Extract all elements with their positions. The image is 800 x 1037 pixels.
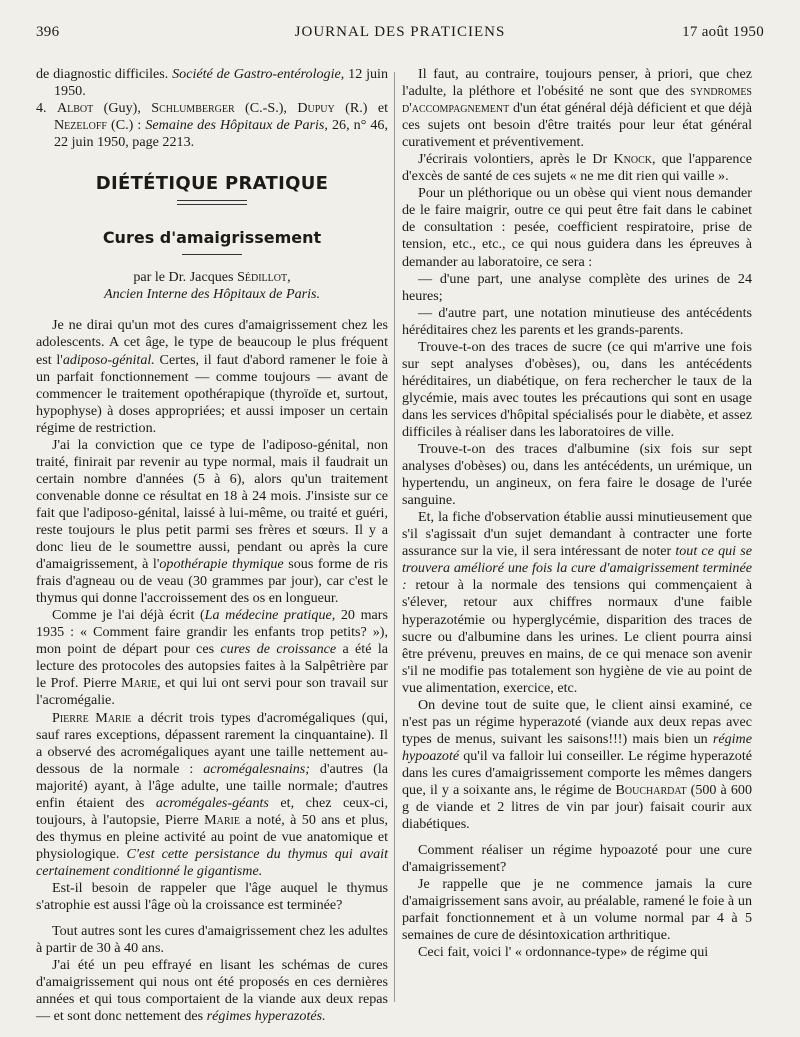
paragraph: Et, la fiche d'observation établie aussi minutieusement que s'il s'agissait d'un sujet demandant à contracter une forte assurance sur la vie, il sera intéressant de noter tout ce qui se trouvera amélioré une fois la cure d'amaigrissement terminée : retour à la normale des tensions qui commençaient à s'élever, retour aux chiffres normaux d'une faible hyperazotémie ou hyperglycémie, disparition des traces de sucre ou d'albumine dans les urines. Le client pourra ainsi être prévenu, preuves en mains, de ce qui menace son avenir s'il ne modifie pas totalement son hygiène de vie au point de vue alimentation, exercice, etc. [402,509,752,696]
paragraph: J'écrirais volontiers, après le Dr Knock, que l'apparence d'excès de santé de ces sujets « ne me dit rien qui vaille ». [402,151,752,185]
author-affiliation: Ancien Interne des Hôpitaux de Paris. [103,286,321,303]
page-number: 396 [36,24,60,40]
paragraph: Comme je l'ai déjà écrit (La médecine pratique, 20 mars 1935 : « Comment faire grandir les enfants trop petits? »), mon point de départ pour ces cures de croissance a été la lecture des protocoles des autopsies faites à la Salpêtrière par le Prof. Pierre Marie, et qui lui ont servi pour son travail sur l'acromégalie. [36,607,388,709]
paragraph: — d'autre part, une notation minutieuse des antécédents héréditaires chez les parents et les grands-parents. [402,304,752,338]
paragraph: Il faut, au contraire, toujours penser, à priori, que chez l'adulte, la pléthore et l'obésité ne sont que des syndromes d'accompagnement d'un état général déjà déficient et que déjà ces sujets ont besoin d'être traités pour leur état général curativement et préventivement. [402,66,752,151]
paragraph: — d'une part, une analyse complète des urines de 24 heures; [402,270,752,304]
paragraph: J'ai la conviction que ce type de l'adiposo-génital, non traité, finirait par revenir au type normal, mais il faudrait un certain nombre d'années (5 à 6), alors qu'un traitement convenable donne ce résultat en 18 à 24 mois. J'insiste sur ce fait que l'adiposo-génital, laissé à lui-même, ou traité et guéri, reste toujours le plus petit parmi ses frères et sœurs. Il y a donc lieu de le soumettre aussi, pendant ou après la cure d'amaigrissement, à l'opothérapie thymique sous forme de ris frais d'agneau ou de veau (30 grammes par jour), car c'est le thymus qui donne l'accroissement des os en longueur. [36,436,388,607]
author-name: Sédillot [237,269,288,286]
paragraph: Comment réaliser un régime hypoazoté pour une cure d'amaigrissement? [402,842,752,876]
paragraph: J'ai été un peu effrayé en lisant les schémas de cures d'amaigrissement qui nous ont été proposés en ces dernières années et qui tous comportaient de la viande aux deux repas — et sont donc nettement des régimes hyperazotés. [36,957,388,1025]
reference-3-tail: de diagnostic difficiles. Société de Gastro-entérologie, 12 juin 1950. [36,66,388,100]
article-title: Cures d'amaigrissement [102,228,322,248]
paragraph: Ceci fait, voici l' « ordonnance-type» de régime qui [418,944,709,961]
running-header [36,24,764,48]
paragraph: Pierre Marie a décrit trois types d'acromégaliques (qui, sauf rares exceptions, dépassent rarement la cinquantaine). Il a observé des acromégaliques ayant une taille nettement au-dessous de la normale : acromégalesnains; d'autres (la majorité) ayant, à l'âge adulte, une taille normale; d'autres enfin étaient des acromégales-géants et, chez ceux-ci, toujours, à l'autopsie, Pierre Marie a noté, à 50 ans et plus, des thymus en pleine activité au point de vue anatomique et physiologique. C'est cette persistance du thymus qui avait certainement conditionné le gigantisme. [36,709,388,879]
paragraph: On devine tout de suite que, le client ainsi examiné, ce n'est pas un régime hyperazoté (viande aux deux repas avec types de menus, suivant les saisons!!!) mais bien un régime hypoazoté qu'il va falloir lui conseiller. Le régime hyperazoté dans les cures d'amaigrissement comporte les mêmes dangers que, il y a soixante ans, le régime de Bouchardat (500 à 600 g de viande et 2 litres de vin par jour) faisait courir aux diabétiques. [402,696,752,833]
section-double-rule [177,200,247,205]
paragraph: Je rappelle que je ne commence jamais la cure d'amaigrissement sans avoir, au préalable, ramené le foie à un parfait fonctionnement et à un volume normal par 4 à 5 semaines de cure de désintoxication arthritique. [402,876,752,944]
section-heading: DIÉTÉTIQUE PRATIQUE [95,173,329,195]
paragraph: Pour un pléthorique ou un obèse qui vient nous demander de le faire maigrir, outre ce qui peut être fait dans le cabinet de consultation : pesée, coefficient respiratoire, prise de tension, etc., etc., ce qui nous guidera dans les épreuves à demander au laboratoire, ce sera : [402,185,752,270]
paragraph: Trouve-t-on des traces de sucre (ce qui m'arrive une fois sur sept analyses d'obèses), ou, dans les antécédents héréditaires, un diabétique, on fera rechercher le taux de la glycémie, mais avec toutes les précautions qui sont en usage dans les services d'hôpital spécialisés pour le diabète, et assez difficiles à réaliser dans les laboratoires de ville. [402,338,752,440]
reference-4: 4. Albot (Guy), Schlumberger (C.-S.), Dupuy (R.) et Nezeloff (C.) : Semaine des Hôpitaux de Paris, 26, n° 46, 22 juin 1950, page 2213. [36,100,389,151]
byline: par le Dr. Jacques Sédillot, [133,269,291,286]
right-column [402,66,752,961]
left-column [36,66,388,1025]
issue-date: 17 août 1950 [682,24,764,40]
paragraph: Je ne dirai qu'un mot des cures d'amaigrissement chez les adolescents. A cet âge, le type de beaucoup le plus fréquent est l'adiposo-génital. Certes, il faut d'abord ramener le foie à un parfait fonctionnement — comme toujours — avant de commencer le traitement opothérapique (thyroïde et, surtout, hypophyse) à doses appropriées; et aussi imposer un certain régime de restriction. [36,317,388,436]
paragraph: Est-il besoin de rappeler que l'âge auquel le thymus s'atrophie est aussi l'âge où la croissance est terminée? [36,879,388,914]
journal-title: JOURNAL DES PRATICIENS [294,24,506,40]
paragraph: Trouve-t-on des traces d'albumine (six fois sur sept analyses d'obèses) ou, dans les antécédents, un urémique, un hypertendu, un angineux, on fera faire le dosage de l'urée sanguine. [402,441,752,509]
title-rule [182,254,242,255]
column-divider [394,72,395,1002]
paragraph: Tout autres sont les cures d'amaigrissement chez les adultes à partir de 30 à 40 ans. [36,923,388,957]
